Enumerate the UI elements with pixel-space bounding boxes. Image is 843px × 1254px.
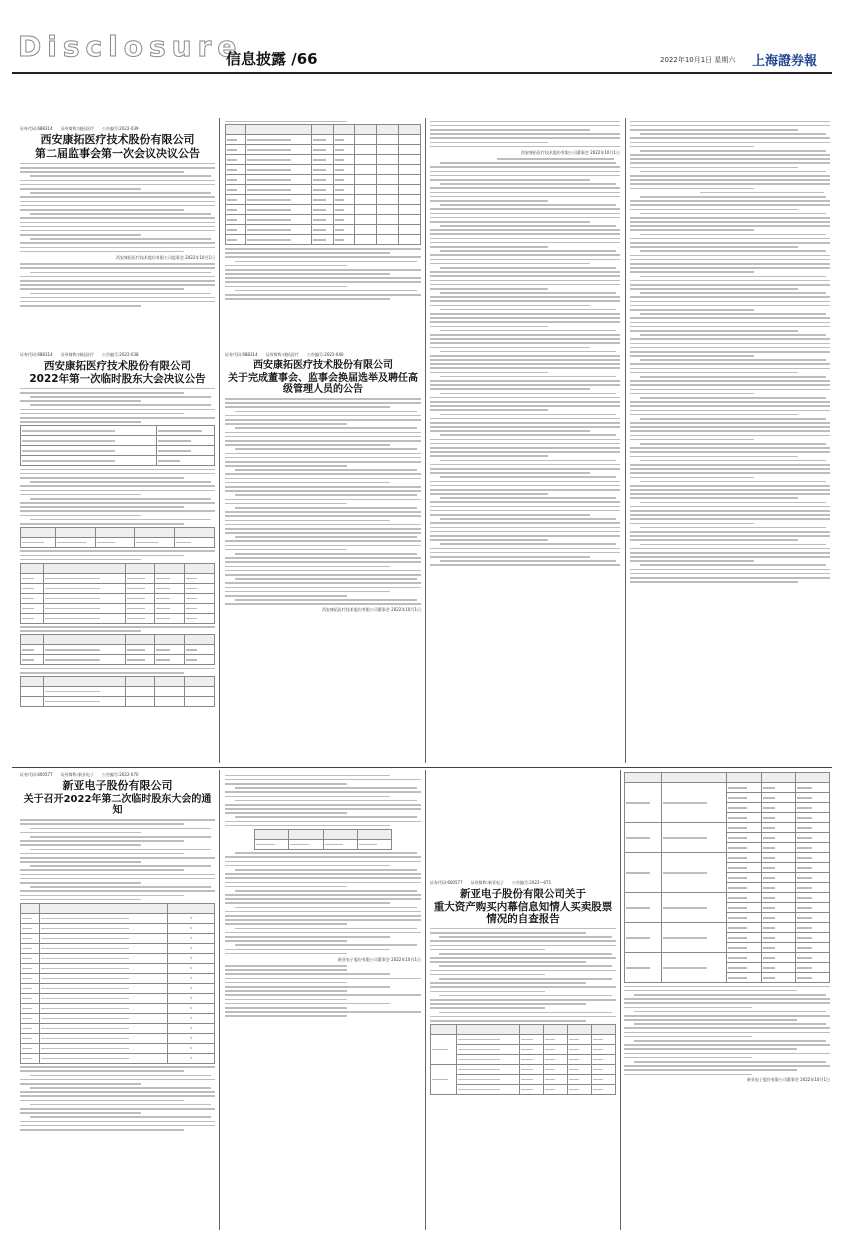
article-company: 新亚电子股份有限公司 [62, 779, 173, 792]
column-divider [625, 118, 626, 763]
article-company: 新亚电子股份有限公司关于 [460, 888, 586, 900]
newspaper-logo: 上海證券報 [752, 54, 818, 69]
article-title: 重大资产购买内幕信息知情人买卖股票情况的自查报告 [433, 901, 613, 926]
proposal-vote-table [225, 124, 421, 245]
election-results-table [20, 563, 215, 624]
proposal-vote-table-block [225, 118, 421, 348]
column-divider [620, 770, 621, 1230]
article-meta: 证券代码:688314 证券简称:康拓医疗 公告编号:2022-040 [225, 352, 344, 357]
column-divider [219, 118, 220, 763]
insider-report-continuation [624, 772, 830, 1232]
article-signature: 西安康拓医疗技术股份有限公司董事会 2022年10月1日 [321, 607, 421, 613]
article-title: 关于完成董事会、监事会换届选举及聘任高级管理人员的公告 [228, 372, 418, 395]
voting-table [20, 527, 215, 548]
header-rule [12, 72, 832, 74]
issue-date: 2022年10月1日 星期六 [660, 56, 736, 64]
article-body [20, 163, 215, 253]
article-signature: 西安康拓医疗技术股份有限公司监事会 2022年10月1日 [115, 254, 215, 260]
agenda-table: √ √ √ √ √ √ √ √ √ √ √ √ √ √ √ [20, 903, 215, 1064]
article-shareholder-meeting-resolution [20, 352, 215, 762]
minority-vote-table [20, 676, 215, 707]
meeting-notice-continuation [225, 772, 421, 1232]
article-title: 关于召开2022年第二次临时股东大会的通知 [23, 793, 212, 817]
article-meta: 证券代码:688314 证券简称:康拓医疗 公告编号:2022-039 [20, 126, 139, 131]
insider-trades-table [430, 1024, 616, 1095]
supervisor-election-table [20, 634, 215, 665]
article-board-election [225, 352, 421, 762]
insider-holdings-table [624, 772, 830, 983]
article-meeting-notice [20, 772, 215, 1232]
article-meta: 证券代码:688314 证券简称:康拓医疗 公告编号:2022-038 [20, 352, 139, 357]
article-continuation-column-4 [630, 118, 830, 763]
column-divider [425, 118, 426, 763]
article-insider-trading-report [430, 772, 616, 1232]
article-signature: 新亚电子股份有限公司董事会 2022年10月1日 [746, 1077, 830, 1083]
stock-info-table [254, 829, 391, 850]
article-company: 西安康拓医疗技术股份有限公司 [253, 360, 393, 371]
section-title: 信息披露 /66 [226, 50, 318, 68]
article-company: 西安康拓医疗技术股份有限公司 [40, 133, 195, 146]
article-board-resolution [20, 126, 215, 346]
article-signature: 西安康拓医疗技术股份有限公司董事会 2022年10月1日 [520, 149, 620, 155]
article-meta: 证券代码:600577 证券简称:新亚电子 公告编号:2022-070 [20, 772, 139, 777]
article-title: 2022年第一次临时股东大会决议公告 [29, 373, 206, 386]
article-company: 西安康拓医疗技术股份有限公司 [44, 360, 191, 372]
section-rule [12, 767, 832, 768]
article-continuation-column-3 [430, 118, 620, 763]
article-title: 第二届监事会第一次会议决议公告 [35, 146, 200, 160]
article-signature: 新亚电子股份有限公司董事会 2022年10月1日 [337, 956, 421, 962]
article-meta: 证券代码:600577 证券简称:新亚电子 公告编号:2022—071 [430, 880, 552, 885]
column-divider [219, 770, 220, 1230]
brand-wordmark: Disclosure [18, 30, 243, 63]
column-divider [425, 770, 426, 1230]
attendance-table [20, 425, 215, 466]
